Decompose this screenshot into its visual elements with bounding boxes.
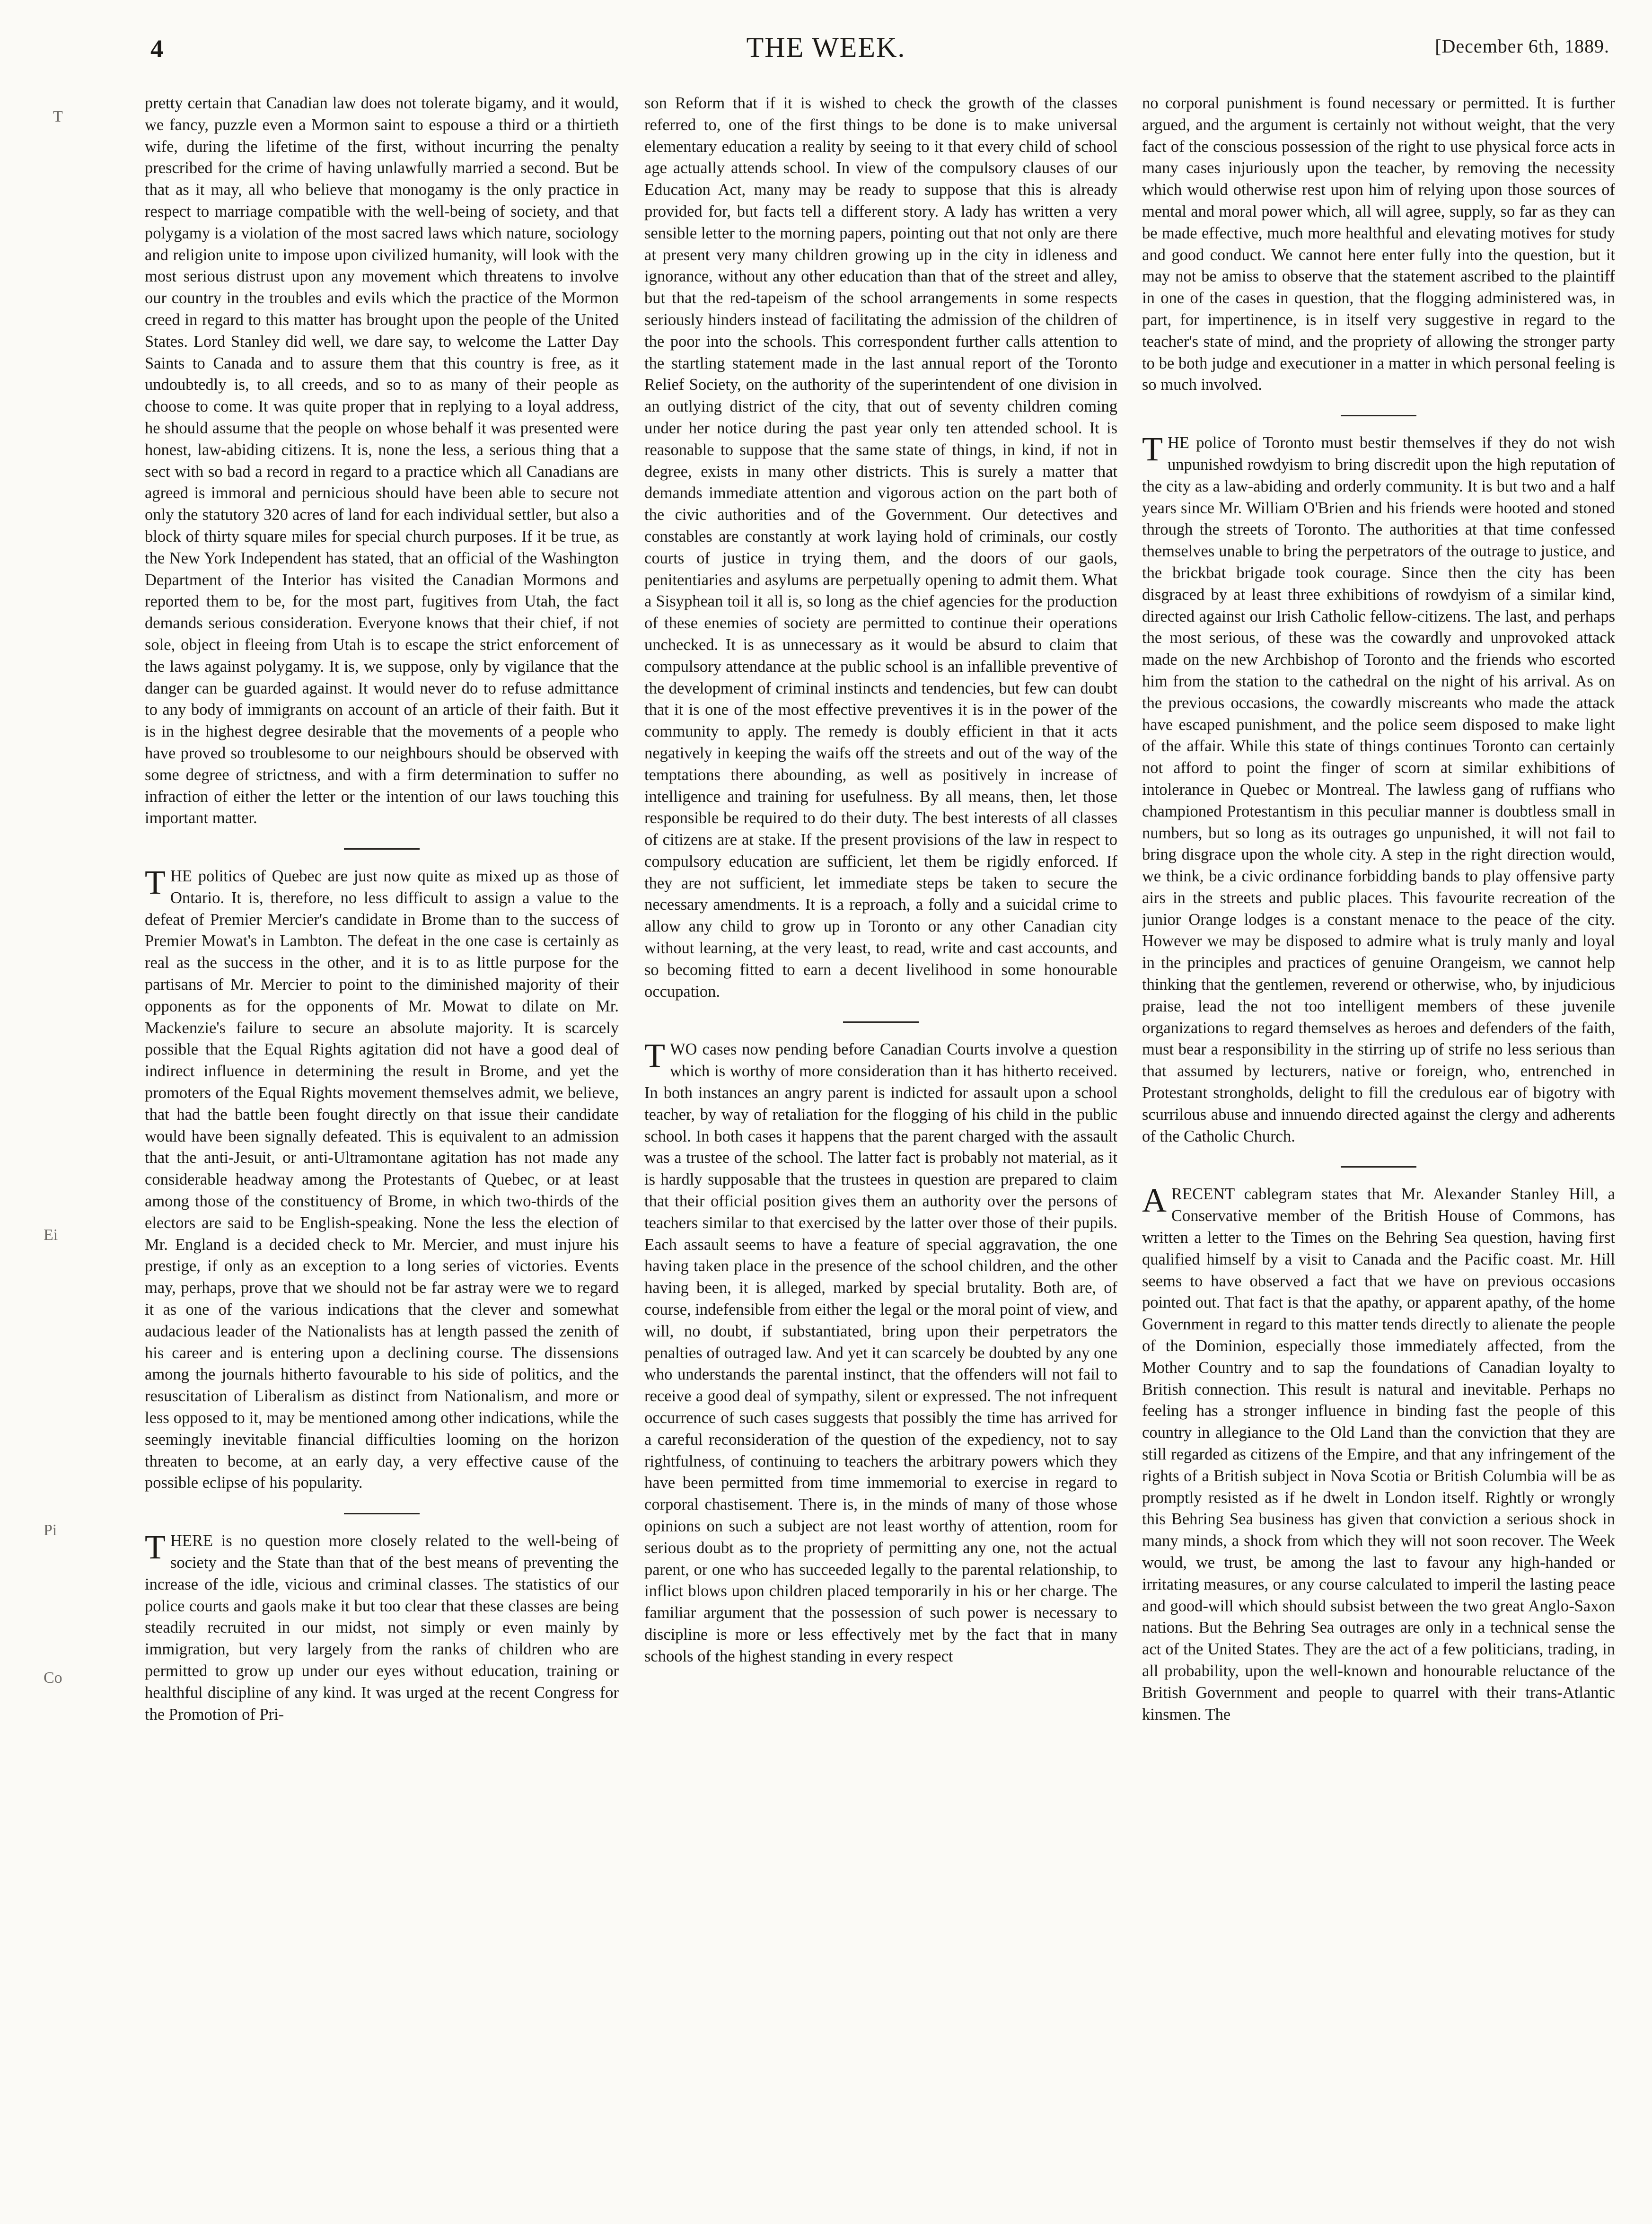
drop-cap: T	[145, 1528, 166, 1566]
paragraph-text: WO cases now pending before Canadian Courts involve a question which is worthy of more consideration than it has hitherto received. In both instances an angry parent is indicted for assault upon a school teacher, by way of retaliation for the flogging of his child in the public school. In both cases it happens that the parent charged with the assault was a trustee of the school. The latter fact is probably not material, as it is hardly supposable that the trustees in question are prepared to claim that their official position gives them an authority over the persons of teachers similar to that exercised by the latter over those of their pupils. Each assault seems to have a feature of special aggravation, the one having taken place in the presence of the school children, and the other having been, it is alleged, marked by special brutality. Both are, of course, indefensible from either the legal or the moral point of view, and will, no doubt, if substantiated, bring upon their perpetrators the penalties of outraged law. And yet it can scarcely be doubted by any one who understands the parental instinct, that the offenders will not fail to receive a good deal of sympathy, silent or expressed. The not infrequent occurrence of such cases suggests that possibly the time has arrived for a careful reconsideration of the question of the expediency, not to say rightfulness, of continuing to teachers the arbitrary powers which they have been permitted from time immemorial to exercise in regard to corporal chastisement. There is, in the minds of many of those whose opinions on such a subject are not least worthy of attention, room for serious doubt as to the propriety of permitting any one, not the actual parent, or one who has succeeded legally to the parental relationship, to inflict blows upon children placed temporarily in his or her charge. The familiar argument that the possession of such power is necessary to discipline is more or less effectively met by the fact that in many schools of the highest standing in every respect	[644, 1040, 1117, 1665]
paragraph-text: RECENT cablegram states that Mr. Alexander Stanley Hill, a Conservative member of the British House of Commons, has written a letter to the Times on the Behring Sea question, having first qualified himself by a visit to Canada and the Pacific coast. Mr. Hill seems to have observed a fact that we have on previous occasions pointed out. That fact is that the apathy, or apparent apathy, of the home Government in regard to this matter tends directly to alienate the people of the Dominion, especially those immediately affected, from the Mother Country and to sap the foundations of Canadian loyalty to British connection. This result is natural and inevitable. Perhaps no feeling has a stronger influence in binding fast the people of this country in allegiance to the Old Land than the conviction that they are still regarded as citizens of the Empire, and that any infringement of the rights of a British subject in Nova Scotia or British Columbia will be as promptly resisted as if he dwelt in London itself. Rightly or wrongly this Behring Sea business has given that conviction a serious shock in many minds, a shock from which they will not soon recover. The Week would, we trust, be among the last to favour any high-handed or irritating measures, or any course calculated to imperil the lasting peace and good-will which should subsist between the two great Anglo-Saxon nations. But the Behring Sea outrages are only in a technical sense the act of the United States. They are the act of a few politicians, trading, in all probability, upon the well-known and honourable reluctance of the British Government and people to quarrel with their trans-Atlantic kinsmen. The	[1142, 1185, 1615, 1723]
text-column-1	[145, 93, 619, 2203]
page-header	[0, 0, 1652, 71]
masthead-title: THE WEEK.	[746, 32, 906, 63]
issue-date: [December 6th, 1889.	[1435, 35, 1609, 57]
section-divider	[344, 1513, 420, 1514]
page-number: 4	[150, 35, 163, 63]
margin-fragment: Pi	[44, 1521, 57, 1539]
article-criminal-classes	[145, 1530, 619, 1725]
section-divider	[1341, 1166, 1416, 1168]
article-school-assault-cases	[644, 1039, 1117, 1667]
margin-fragment: T	[53, 108, 63, 125]
text-column-3	[1142, 93, 1615, 2203]
paragraph-text: HE police of Toronto must bestir themselves if they do not wish unpunished rowdyism to bring discredit upon the high reputation of the city as a law-abiding and orderly community. It is but two and a half years since Mr. William O'Brien and his friends were hooted and stoned through the streets of Toronto. The authorities at that time confessed themselves unable to bring the perpetrators of the outrage to justice, and the brickbat brigade took courage. Since then the city has been disgraced by at least three exhibitions of rowdyism of a similar kind, directed against our Irish Catholic fellow-citizens. The last, and perhaps the most serious, of these was the cowardly and unprovoked attack made on the new Archbishop of Toronto and the friends who escorted him from the station to the cathedral on the night of his arrival. As on the previous occasions, the cowardly miscreants who made the attack have escaped punishment, and the police seem disposed to make light of the affair. While this state of things continues Toronto can certainly not afford to point the finger of scorn at similar exhibitions of intolerance in Quebec or Montreal. The lawless gang of ruffians who championed Protestantism in this peculiar manner is doubtless small in numbers, but so long as its outrages go unpunished, it will not fail to bring disgrace upon the whole city. A step in the right direction would, we think, be a civic ordinance forbidding bands to play offensive party airs in the streets and public places. This favourite recreation of the junior Orange lodges is a constant menace to the peace of the city. However we may be disposed to admire what is truly manly and loyal in the principles and practices of genuine Orangeism, we cannot help thinking that the gentlemen, reverend or otherwise, who, by injudicious praise, lead the not too intelligent members of these juvenile organizations to regard themselves as heroes and defenders of the faith, must bear a responsibility in the stirring up of strife no less serious than that assumed by lecturers, native or foreign, who, entrenched in Protestant strongholds, delight to fill the credulous ear of bigotry with scurrilous abuse and innuendo directed against the clergy and adherents of the Catholic Church.	[1142, 434, 1615, 1145]
section-divider	[843, 1021, 919, 1023]
article-quebec-politics	[145, 863, 619, 1494]
article-criminal-classes-continued	[644, 93, 1117, 1002]
drop-cap: T	[644, 1037, 665, 1075]
article-toronto-police	[1142, 432, 1615, 1147]
article-school-assault-continued	[1142, 93, 1615, 396]
text-column-2	[644, 93, 1117, 2203]
paragraph-text: pretty certain that Canadian law does not tolerate bigamy, and it would, we fancy, puzzle even a Mormon saint to espouse a third or a thirtieth wife, during the lifetime of the first, without incurring the penalty prescribed for the crime of having unlawfully married a second. But be that as it may, all who believe that monogamy is the only practice in respect to marriage compatible with the well-being of society, and that polygamy is a violation of the most sacred laws which nature, sociology and religion unite to impose upon civilized humanity, will look with the most serious distrust upon any movement which threatens to involve our country in the troubles and evils which the practice of the Mormon creed in regard to this matter has brought upon the people of the United States. Lord Stanley did well, we dare say, to welcome the Latter Day Saints to Canada and to assure them that this country is free, as it undoubtedly is, to all creeds, and so to as many of their people as choose to come. It was quite proper that in replying to a loyal address, he should assume that the people on whose behalf it was presented were honest, law-abiding citizens. It is, none the less, a serious thing that a sect with so bad a record in regard to a practice which all Canadians are agreed is immoral and pernicious should have been able to secure not only the statutory 320 acres of land for each individual settler, but also a block of thirty square miles for special church purposes. If it be true, as the New York Independent has stated, that an official of the Washington Department of the Interior has visited the Canadian Mormons and reported them to be, for the most part, fugitives from Utah, the fact demands serious consideration. Everyone knows that their chief, if not sole, object in fleeing from Utah is to escape the strict enforcement of the laws against polygamy. It is, we suppose, only by vigilance that the danger can be guarded against. It would never do to refuse admittance to any body of immigrants on account of an article of their faith. But it is in the highest degree desirable that the movements of a people who have proved so troublesome to our neighbours should be observed with some degree of strictness, and with a firm determination to suffer no infraction of either the letter or the intention of our laws touching this important matter.	[145, 94, 619, 827]
drop-cap: T	[145, 863, 166, 902]
drop-cap: T	[1142, 430, 1163, 468]
paragraph-text: son Reform that if it is wished to check the growth of the classes referred to, one of the first things to be done is to make universal elementary education a reality by seeing to it that every child of school age actually attends school. In view of the compulsory clauses of our Education Act, many may be ready to suppose that this is already provided for, but facts tell a different story. A lady has written a very sensible letter to the morning papers, pointing out that not only are there at present very many children growing up in the city in idleness and ignorance, without any other education than that of the street and alley, but that the red-tapeism of the school arrangements in some respects seriously hinders instead of facilitating the admission of the children of the poor into the schools. This correspondent further calls attention to the startling statement made in the last annual report of the Toronto Relief Society, on the authority of the superintendent of one division in an outlying district of the city, that out of seventy children coming under her notice during the past year only ten attended school. It is reasonable to suppose that the same state of things, in kind, if not in degree, exists in many other districts. This is surely a matter that demands immediate attention and vigorous action on the part both of the civic authorities and of the Government. Our detectives and constables are constantly at work laying hold of criminals, our costly courts of justice in trying them, and the doors of our gaols, penitentiaries and asylums are perpetually opening to admit them. What a Sisyphean toil it all is, so long as the chief agencies for the production of these enemies of society are permitted to continue their operations unchecked. It is as unnecessary as it would be absurd to claim that compulsory attendance at the public school is an infallible preventive of the development of criminal instincts and tendencies, but few can doubt that it is one of the most effective preventives it is in the power of the community to apply. The remedy is doubly efficient in that it acts negatively in keeping the waifs off the streets and out of the way of the temptations there abounding, as well as positively in increase of intelligence and training for usefulness. By all means, then, let those responsible be required to do their duty. The best interests of all classes of citizens are at stake. If the present provisions of the law in respect to compulsory education are sufficient, let them be rigidly enforced. If they are not sufficient, let immediate steps be taken to secure the necessary amendments. It is a reproach, a folly and a suicidal crime to allow any child to grow up in Toronto or any other Canadian city without learning, at the very least, to read, write and cast accounts, and so becoming fitted to earn a decent livelihood in some honourable occupation.	[644, 94, 1117, 1001]
section-divider	[1341, 415, 1416, 416]
article-mormon-continued	[145, 93, 619, 829]
paragraph-text: no corporal punishment is found necessary or permitted. It is further argued, and the argument is certainly not without weight, that the very fact of the conscious possession of the right to use physical force acts in many cases injuriously upon the teacher, by removing the necessity which would otherwise rest upon him of relying upon those sources of mental and moral power which, all will agree, supply, so far as they can be made effective, much more healthful and elevating motives for study and good conduct. We cannot here enter fully into the question, but it may not be amiss to observe that the statement ascribed to the plaintiff in one of the cases in question, that the flogging administered was, in part, for impertinence, is in itself very suggestive in regard to the teacher's state of mind, and the propriety of allowing the stronger party to be both judge and executioner in a matter in which personal feeling is so much involved.	[1142, 94, 1615, 394]
margin-fragment: Ei	[44, 1226, 58, 1244]
article-behring-sea	[1142, 1181, 1615, 1725]
section-divider	[344, 848, 420, 850]
paragraph-text: HE politics of Quebec are just now quite as mixed up as those of Ontario. It is, therefore, no less difficult to assign a value to the defeat of Premier Mercier's candidate in Brome than to the success of Premier Mowat's in Lambton. The defeat in the one case is certainly as real as the success in the other, and it is to as little purpose for the partisans of Mr. Mercier to point to the diminished majority of their opponents as for the opponents of Mr. Mowat to dilate on Mr. Mackenzie's failure to secure an absolute majority. It is scarcely possible that the Equal Rights agitation did not have a good deal of indirect influence in determining the result in Brome, and yet the promoters of the Equal Rights movement themselves admit, we believe, that had the battle been fought directly on that issue their candidate would have been signally defeated. This is equivalent to an admission that the anti-Jesuit, or anti-Ultramontane agitation has not made any considerable headway among the Protestants of Quebec, or at least among those of the constituency of Brome, in which two-thirds of the electors are said to be English-speaking. None the less the election of Mr. England is a decided check to Mr. Mercier, and must injure his prestige, if only as an exception to a long series of victories. Events may, perhaps, prove that we should not be far astray were we to regard it as one of the various indications that the clever and somewhat audacious leader of the Nationalists has at length passed the zenith of his career and is entering upon a declining course. The dissensions among the journals hitherto favourable to his side of politics, and the resuscitation of Liberalism as distinct from Nationalism, and more or less opposed to it, may be mentioned among other indications, while the seemingly inevitable financial difficulties looming on the horizon threaten to become, at an early day, a very effective cause of the possible eclipse of his popularity.	[145, 867, 619, 1492]
drop-cap: A	[1142, 1181, 1167, 1220]
paragraph-text: HERE is no question more closely related to the well-being of society and the State than that of the best means of preventing the increase of the idle, vicious and criminal classes. The statistics of our police courts and gaols make it but too clear that these classes are being steadily recruited in our midst, not simply or even mainly by immigration, but very largely from the ranks of children who are permitted to grow up under our eyes without education, training or healthful discipline of any kind. It was urged at the recent Congress for the Promotion of Pri-	[145, 1532, 619, 1723]
margin-fragment: Co	[44, 1669, 62, 1687]
